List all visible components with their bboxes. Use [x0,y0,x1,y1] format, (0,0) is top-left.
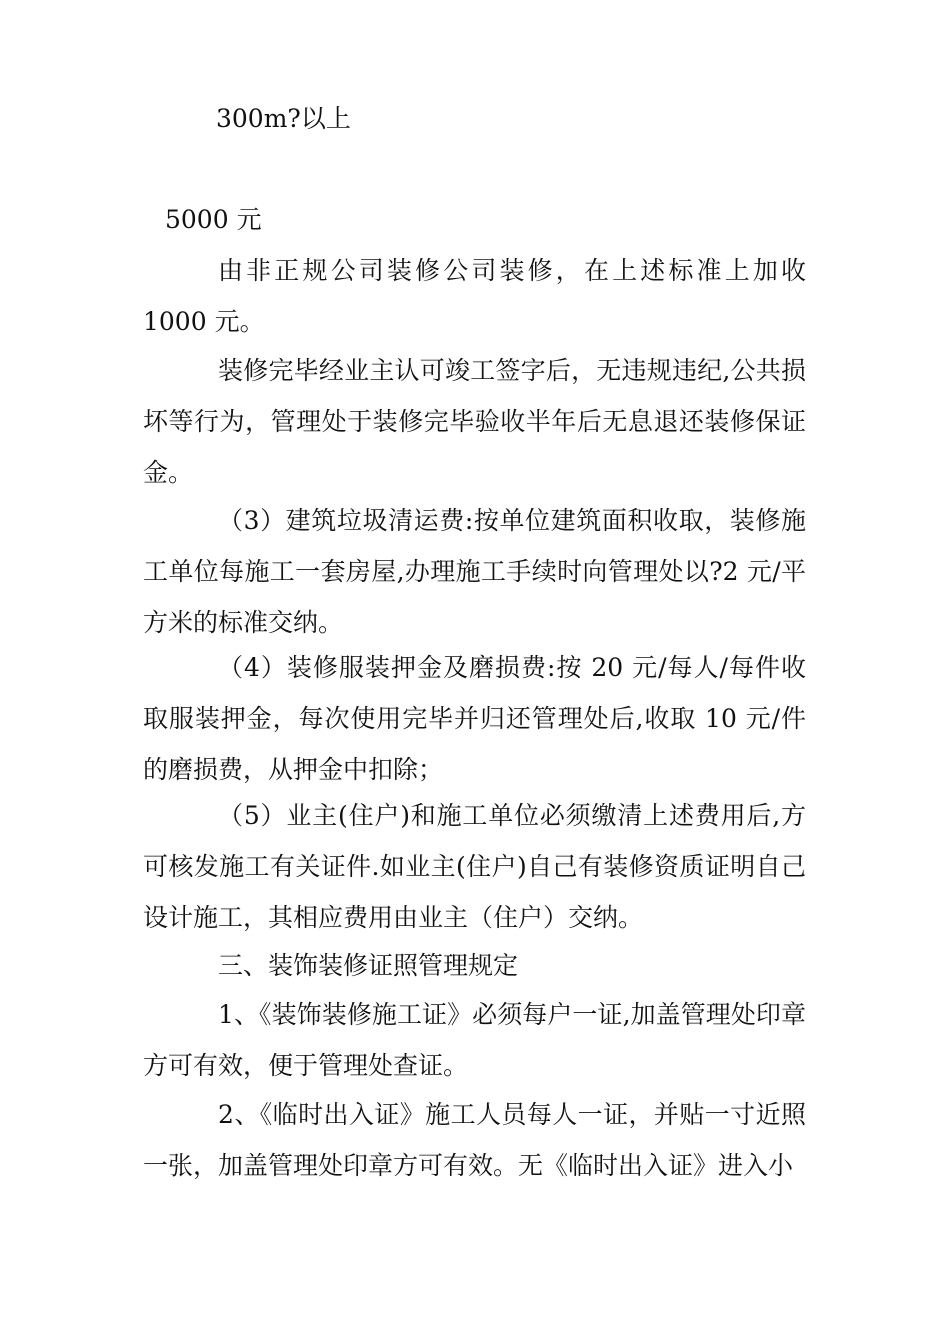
surcharge-paragraph: 由非正规公司装修公司装修，在上述标准上加收 1000 元。 [143,256,806,336]
area-threshold-text: 300m?以上 [216,104,351,133]
construction-permit-paragraph: 1、《装饰装修施工证》必须每户一证,加盖管理处印章方可有效，便于管理处查证。 [143,1000,806,1080]
deposit-amount-text: 5000 元 [165,205,262,234]
deposit-refund-paragraph: 装修完毕经业主认可竣工签字后，无违规违纪,公共损坏等行为，管理处于装修完毕验收半年后无息退还装修保证金。 [143,356,806,487]
temporary-pass-paragraph: 2、《临时出入证》施工人员每人一证，并贴一寸近照一张，加盖管理处印章方可有效。无《临时出入证》进入小 [143,1100,806,1180]
section-heading: 三、装饰装修证照管理规定 [218,951,519,980]
waste-removal-fee-paragraph: （3）建筑垃圾清运费:按单位建筑面积收取，装修施工单位每施工一套房屋,办理施工手续时向管理处以?2 元/平方米的标准交纳。 [143,506,806,637]
fee-payment-paragraph: （5）业主(住户)和施工单位必须缴清上述费用后,方可核发施工有关证件.如业主(住户)自己有装修资质证明自己设计施工，其相应费用由业主（住户）交纳。 [143,801,806,932]
uniform-deposit-paragraph: （4）装修服装押金及磨损费:按 20 元/每人/每件收取服装押金，每次使用完毕并归还管理处后,收取 10 元/件的磨损费，从押金中扣除； [143,653,806,784]
